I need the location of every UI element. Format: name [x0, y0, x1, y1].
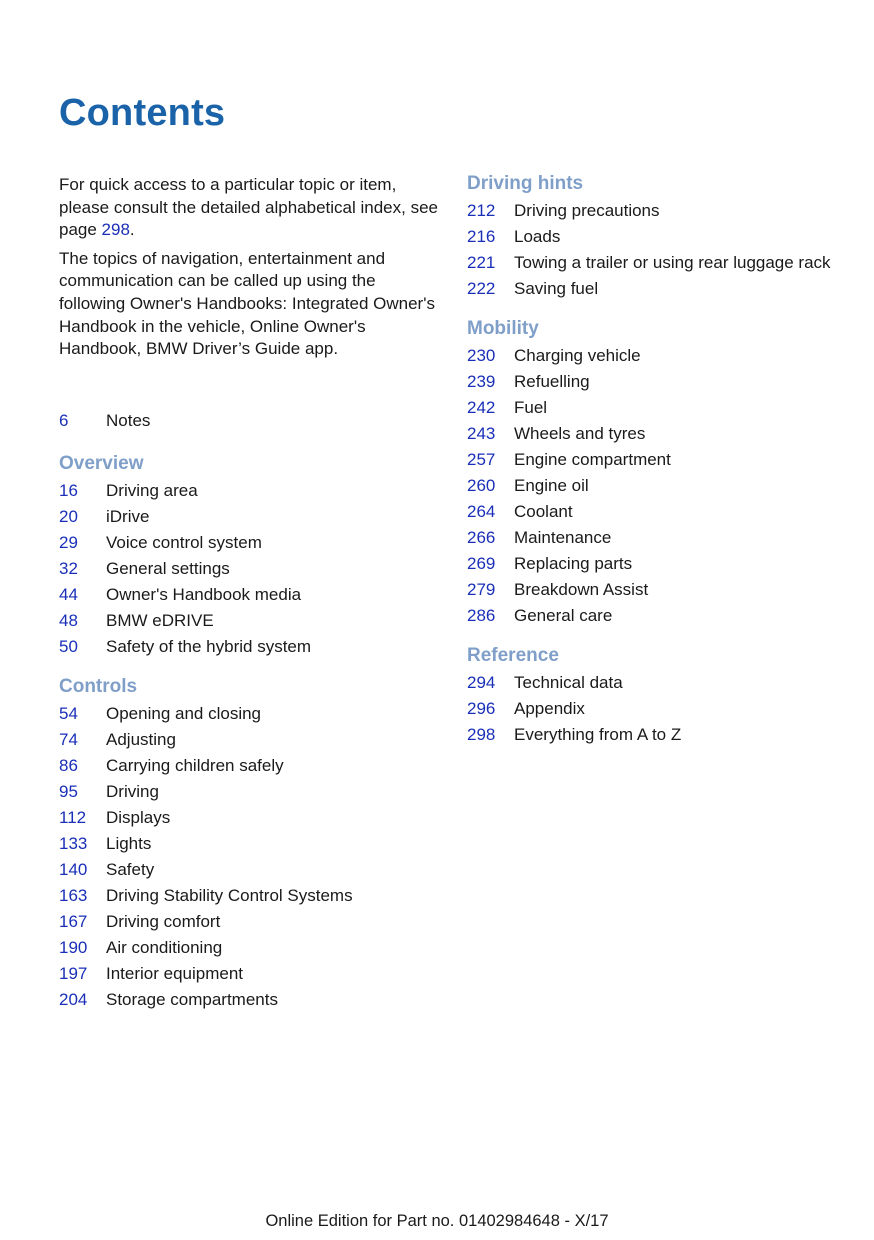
toc-entry[interactable]	[59, 988, 439, 1011]
toc-entry[interactable]	[467, 671, 837, 694]
toc-section-driving-hints	[467, 172, 837, 300]
toc-entry-title: Carrying children safely	[106, 755, 284, 775]
toc-page-number[interactable]: 112	[59, 807, 87, 827]
toc-entry-title: Engine compartment	[514, 450, 671, 469]
toc-entry[interactable]	[59, 728, 439, 751]
toc-entry-title: Refuelling	[514, 372, 590, 391]
toc-section-reference	[467, 644, 837, 746]
intro-text: For quick access to a particular topic or item, please consult the detailed alphabetical index, see page	[59, 175, 438, 240]
toc-entry-title: Technical data	[514, 673, 623, 692]
toc-page-number[interactable]: 54	[59, 703, 78, 723]
toc-entry-title: Driving precautions	[514, 201, 660, 220]
toc-entry-title: Saving fuel	[514, 279, 599, 298]
toc-entry-title: Storage compartments	[106, 989, 278, 1009]
toc-entry-title: Driving area	[106, 480, 198, 500]
toc-page-number[interactable]: 74	[59, 729, 78, 749]
toc-entry[interactable]	[59, 910, 439, 933]
toc-entry[interactable]	[467, 225, 837, 248]
toc-entry-title: Voice control system	[106, 532, 262, 552]
toc-entry-title: Engine oil	[514, 476, 589, 495]
toc-page-number[interactable]: 6	[59, 410, 69, 430]
toc-entry[interactable]	[59, 531, 439, 554]
toc-entry-title: BMW eDRIVE	[106, 610, 214, 630]
toc-entry-title: Loads	[514, 227, 561, 246]
toc-entry-title: Notes	[106, 410, 151, 430]
toc-page-number[interactable]: 242	[467, 398, 496, 417]
left-sections	[59, 452, 439, 1011]
toc-entry-title: General settings	[106, 558, 230, 578]
toc-page-number[interactable]: 260	[467, 476, 496, 495]
toc-entry[interactable]	[467, 396, 837, 419]
right-column	[467, 172, 837, 763]
toc-entry[interactable]	[467, 199, 837, 222]
toc-page-number[interactable]: 257	[467, 450, 496, 469]
intro-paragraph-1	[59, 174, 439, 242]
toc-entry[interactable]	[467, 422, 837, 445]
toc-entry-title: Interior equipment	[106, 963, 244, 983]
toc-entry[interactable]	[59, 479, 439, 502]
toc-entry-title: Safety of the hybrid system	[106, 636, 312, 656]
toc-page-number[interactable]: 298	[467, 725, 496, 744]
toc-entry[interactable]	[467, 448, 837, 471]
section-heading: Controls	[59, 675, 138, 697]
toc-entry[interactable]	[59, 557, 439, 580]
toc-entry[interactable]	[467, 370, 837, 393]
toc-entry[interactable]	[59, 806, 439, 829]
toc-page-number[interactable]: 140	[59, 859, 88, 879]
toc-entry-title: Air conditioning	[106, 937, 223, 957]
toc-entry-title: Lights	[106, 833, 152, 853]
toc-entry[interactable]	[59, 936, 439, 959]
toc-section-controls	[59, 675, 439, 1011]
toc-page-number[interactable]: 204	[59, 989, 88, 1009]
toc-page-number[interactable]: 212	[467, 201, 496, 220]
toc-entry-notes[interactable]	[59, 409, 439, 432]
toc-page-number[interactable]: 133	[59, 833, 88, 853]
toc-entry[interactable]	[59, 832, 439, 855]
toc-page-number[interactable]: 216	[467, 227, 496, 246]
toc-page-number[interactable]: 294	[467, 673, 496, 692]
toc-page-number[interactable]: 222	[467, 279, 496, 298]
toc-entry[interactable]	[59, 635, 439, 658]
toc-entry-title: Displays	[106, 807, 171, 827]
toc-entry-title: Appendix	[514, 699, 585, 718]
toc-page-number[interactable]: 163	[59, 885, 88, 905]
toc-entry[interactable]	[467, 277, 837, 300]
intro-text-end: .	[129, 220, 135, 240]
toc-page-number[interactable]: 20	[59, 506, 78, 526]
toc-entry[interactable]	[59, 505, 439, 528]
toc-entry[interactable]	[467, 604, 837, 627]
toc-page-number[interactable]: 286	[467, 606, 496, 625]
toc-entry[interactable]	[59, 609, 439, 632]
toc-page-number[interactable]: 197	[59, 963, 88, 983]
toc-entry[interactable]	[467, 344, 837, 367]
toc-entry[interactable]	[59, 754, 439, 777]
toc-page-number[interactable]: 266	[467, 528, 496, 547]
toc-page-number[interactable]: 269	[467, 554, 496, 573]
toc-entry[interactable]	[59, 702, 439, 725]
section-heading: Overview	[59, 452, 144, 474]
toc-entry[interactable]	[467, 500, 837, 523]
toc-page-number[interactable]: 86	[59, 755, 78, 775]
left-column	[59, 174, 439, 1028]
toc-entry-title: Everything from A to Z	[514, 725, 682, 744]
toc-page-number[interactable]: 239	[467, 372, 496, 391]
toc-section-overview	[59, 452, 439, 658]
toc-page-number[interactable]: 95	[59, 781, 78, 801]
toc-page-number[interactable]: 296	[467, 699, 496, 718]
toc-page-number[interactable]: 29	[59, 532, 78, 552]
toc-page-number[interactable]: 221	[467, 253, 496, 272]
toc-entry-title: iDrive	[106, 506, 150, 526]
toc-entry-title: Opening and closing	[106, 703, 262, 723]
toc-page-number[interactable]: 44	[59, 584, 78, 604]
toc-entry-title: Driving	[106, 781, 159, 801]
toc-entry[interactable]	[467, 723, 837, 746]
toc-entry-title: Towing a trailer or using rear luggage rack	[514, 253, 831, 272]
toc-entry[interactable]	[59, 884, 439, 907]
toc-entry-title: Driving comfort	[106, 911, 221, 931]
toc-entry[interactable]	[59, 583, 439, 606]
toc-page-number[interactable]: 48	[59, 610, 78, 630]
footer-edition-note: Online Edition for Part no. 01402984648 - X/17	[265, 1212, 609, 1230]
toc-entry-title: Safety	[106, 859, 155, 879]
toc-entry[interactable]	[467, 526, 837, 549]
page-title: Contents	[59, 92, 226, 134]
toc-page-number[interactable]: 167	[59, 911, 88, 931]
toc-entry[interactable]	[59, 780, 439, 803]
toc-entry[interactable]	[467, 552, 837, 575]
section-heading: Driving hints	[467, 173, 584, 194]
toc-page-number[interactable]: 32	[59, 558, 78, 578]
toc-page-number[interactable]: 279	[467, 580, 496, 599]
toc-entry[interactable]	[467, 474, 837, 497]
toc-entry-title: Coolant	[514, 502, 573, 521]
toc-entry[interactable]	[467, 697, 837, 720]
toc-page-number[interactable]: 50	[59, 636, 78, 656]
toc-page-number[interactable]: 264	[467, 502, 496, 521]
toc-entry-title: Breakdown Assist	[514, 580, 649, 599]
toc-entry-title: Adjusting	[106, 729, 176, 749]
toc-entry-title: Replacing parts	[514, 554, 633, 573]
index-page-link[interactable]: 298	[101, 220, 130, 240]
toc-entry[interactable]	[467, 578, 837, 601]
toc-entry-title: Wheels and tyres	[514, 424, 646, 443]
toc-entry-title: General care	[514, 606, 613, 625]
toc-entry-title: Charging vehicle	[514, 346, 641, 365]
toc-entry[interactable]	[59, 962, 439, 985]
toc-entry[interactable]	[467, 251, 837, 274]
toc-page-number[interactable]: 243	[467, 424, 496, 443]
intro-paragraph-2: The topics of navigation, entertainment and communication can be called up using the following Owner's Handbooks: Integrated Owner's Handbook in the vehicle, Online Owner's Handbook, BMW Driver’s Guide app.	[59, 248, 435, 359]
section-heading: Mobility	[467, 318, 539, 339]
right-sections	[467, 172, 837, 746]
toc-entry-title: Fuel	[514, 398, 548, 417]
toc-entry-title: Owner's Handbook media	[106, 584, 302, 604]
toc-page-number[interactable]: 230	[467, 346, 496, 365]
toc-section-mobility	[467, 317, 837, 627]
toc-page-number[interactable]: 16	[59, 480, 78, 500]
toc-entry[interactable]	[59, 858, 439, 881]
toc-entry-title: Driving Stability Control Systems	[106, 885, 353, 905]
toc-page-number[interactable]: 190	[59, 937, 88, 957]
section-heading: Reference	[467, 645, 559, 666]
toc-entry-title: Maintenance	[514, 528, 612, 547]
